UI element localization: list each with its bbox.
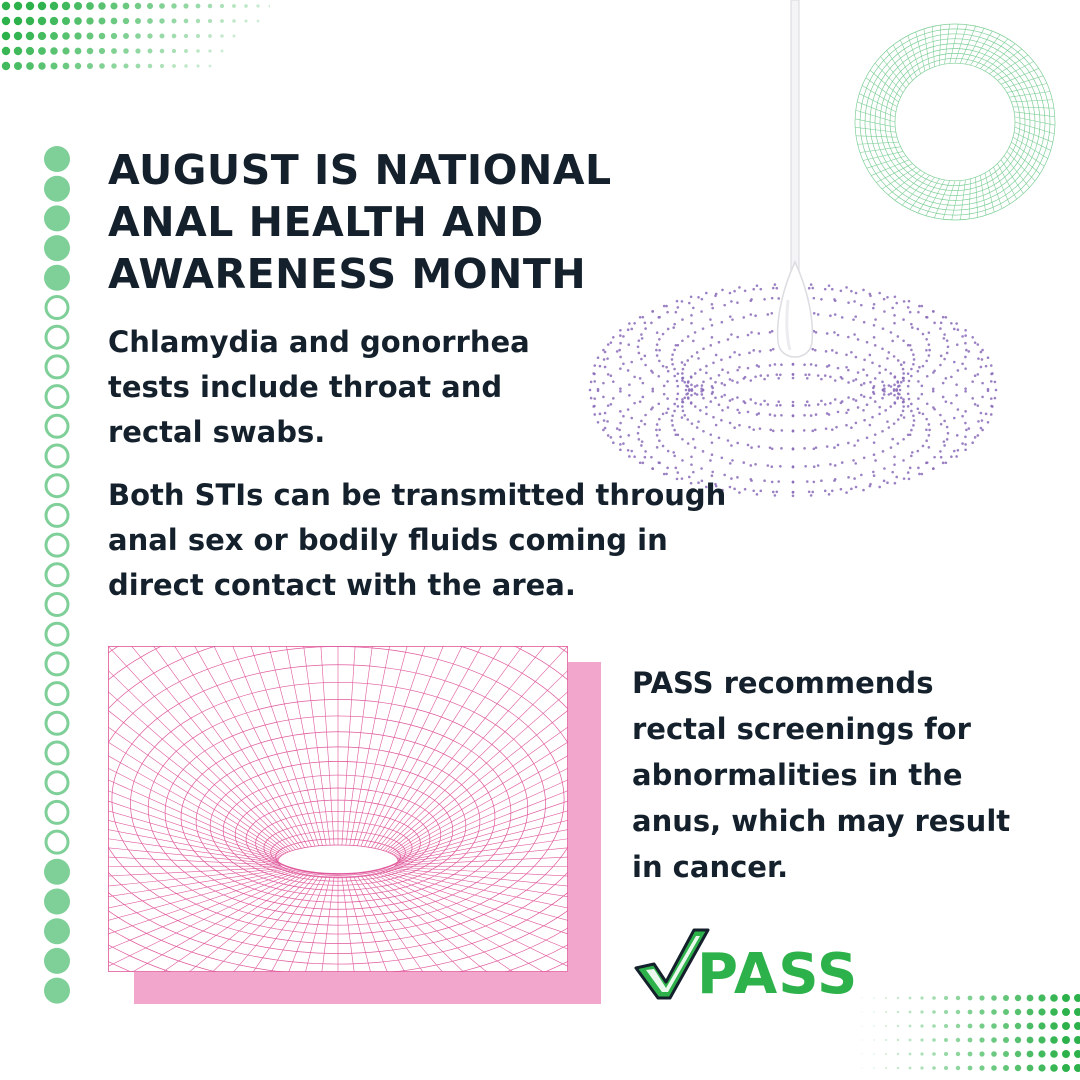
pass-logo-text: PASS [697,942,859,1007]
green-torus-wireframe [852,22,1058,228]
circle-column [38,140,76,1010]
funnel-wireframe [108,646,568,972]
tests-paragraph: Chlamydia and gonorrhea tests include throat and rectal swabs. [108,325,530,449]
dot-pattern-bottom-right [820,990,1080,1080]
recommendation-paragraph: PASS recommends rectal screenings for abnormalities in the anus, which may result in cancer. [632,666,1011,884]
dot-pattern-top-left [0,0,270,90]
transmission-paragraph: Both STIs can be transmitted through anal sex or bodily fluids coming in direct contact with the area. [108,478,727,602]
headline: AUGUST IS NATIONAL ANAL HEALTH AND AWARENESS MONTH [108,146,612,298]
swab-illustration [770,0,820,372]
